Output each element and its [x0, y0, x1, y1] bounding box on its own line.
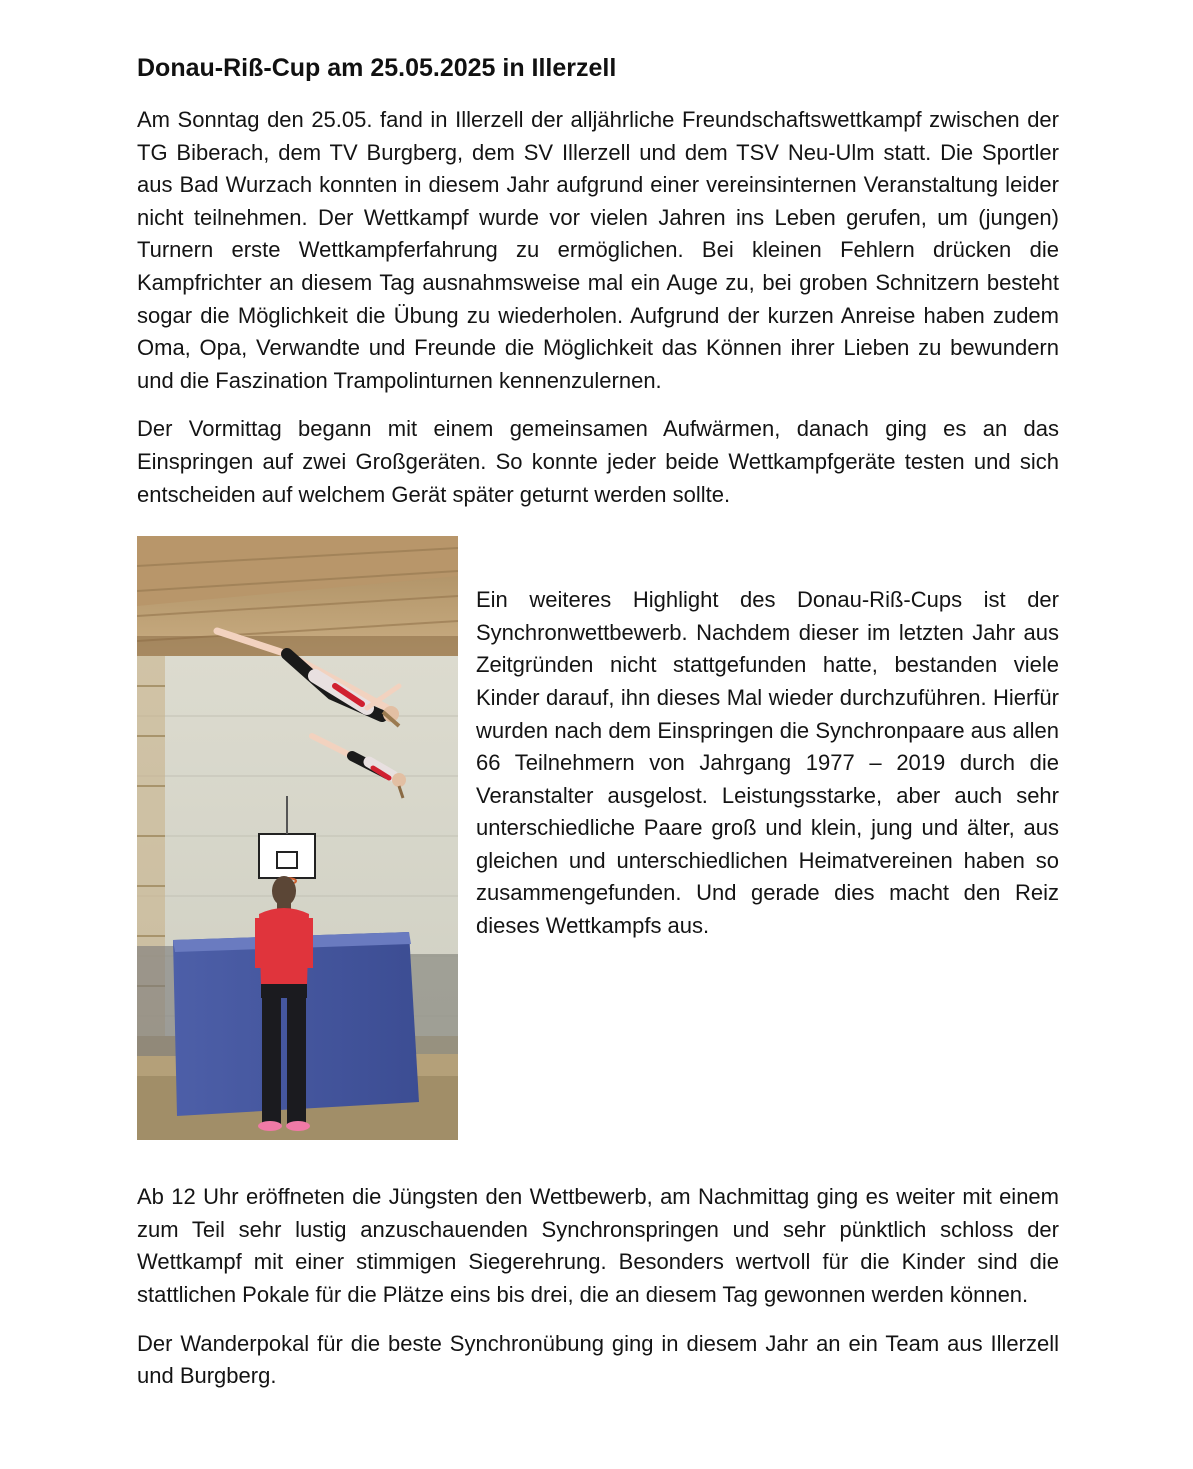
paragraph-afternoon: Ab 12 Uhr eröffneten die Jüngsten den Wettbewerb, am Nachmittag ging es weiter mit einem zum Teil sehr lustig anzuschauenden Synchronspringen und sehr pünktlich schloss der Wettkampf mit einer stimmigen Siegerehrung. Besonders wertvoll für die Kinder sind die stattlichen Pokale für die Plätze eins bis drei, die an diesem Tag gewonnen werden können. — [137, 1184, 1059, 1307]
paragraph-morning: Der Vormittag begann mit einem gemeinsamen Aufwärmen, danach ging es an das Einspringen auf zwei Großgeräten. So konnte jeder beide Wettkampfgeräte testen und sich entscheiden auf welchem Gerät später geturnt werden sollte. — [137, 416, 1059, 507]
paragraph-trophy: Der Wanderpokal für die beste Synchronübung ging in diesem Jahr an ein Team aus Illerzell und Burgberg. — [137, 1330, 1059, 1389]
article-title: Donau-Riß-Cup am 25.05.2025 in Illerzell — [137, 54, 617, 82]
trampoline-photo — [137, 536, 458, 1140]
document-page — [137, 52, 1059, 1393]
synchron-text-block — [476, 584, 1059, 943]
paragraph-synchron: Ein weiteres Highlight des Donau-Riß-Cups ist der Synchronwettbewerb. Nachdem dieser im letzten Jahr aus Zeitgründen nicht stattgefunden hatte, bestanden viele Kinder darauf, ihn dieses Mal wieder durchzuführen. Hierfür wurden nach dem Einspringen die Synchronpaare aus allen 66 Teilnehmern von Jahrgang 1977 – 2019 durch die Veranstalter ausgelost. Leistungsstarke, aber auch sehr unterschiedliche Paare groß und klein, jung und älter, aus gleichen und unterschiedlichen Heimatvereinen haben so zusammengefunden. Und gerade dies macht den Reiz dieses Wettkampfs aus. — [476, 587, 1059, 939]
paragraph-intro: Am Sonntag den 25.05. fand in Illerzell der alljährliche Freundschaftswettkampf zwischen der TG Biberach, dem TV Burgberg, dem SV Illerzell und dem TSV Neu-Ulm statt. Die Sportler aus Bad Wurzach konnten in diesem Jahr aufgrund einer vereinsinternen Veranstaltung leider nicht teilnehmen. Der Wettkampf wurde vor vielen Jahren ins Leben gerufen, um (jungen) Turnern erste Wettkampferfahrung zu ermöglichen. Bei kleinen Fehlern drücken die Kampfrichter an diesem Tag ausnahmsweise mal ein Auge zu, bei groben Schnitzern besteht sogar die Möglichkeit die Übung zu wiederholen. Aufgrund der kurzen Anreise haben zudem Oma, Opa, Verwandte und Freunde die Möglichkeit das Können ihrer Lieben zu bewundern und die Faszination Trampolinturnen kennenzulernen. — [137, 107, 1059, 393]
photo-text-row — [137, 536, 1059, 1141]
